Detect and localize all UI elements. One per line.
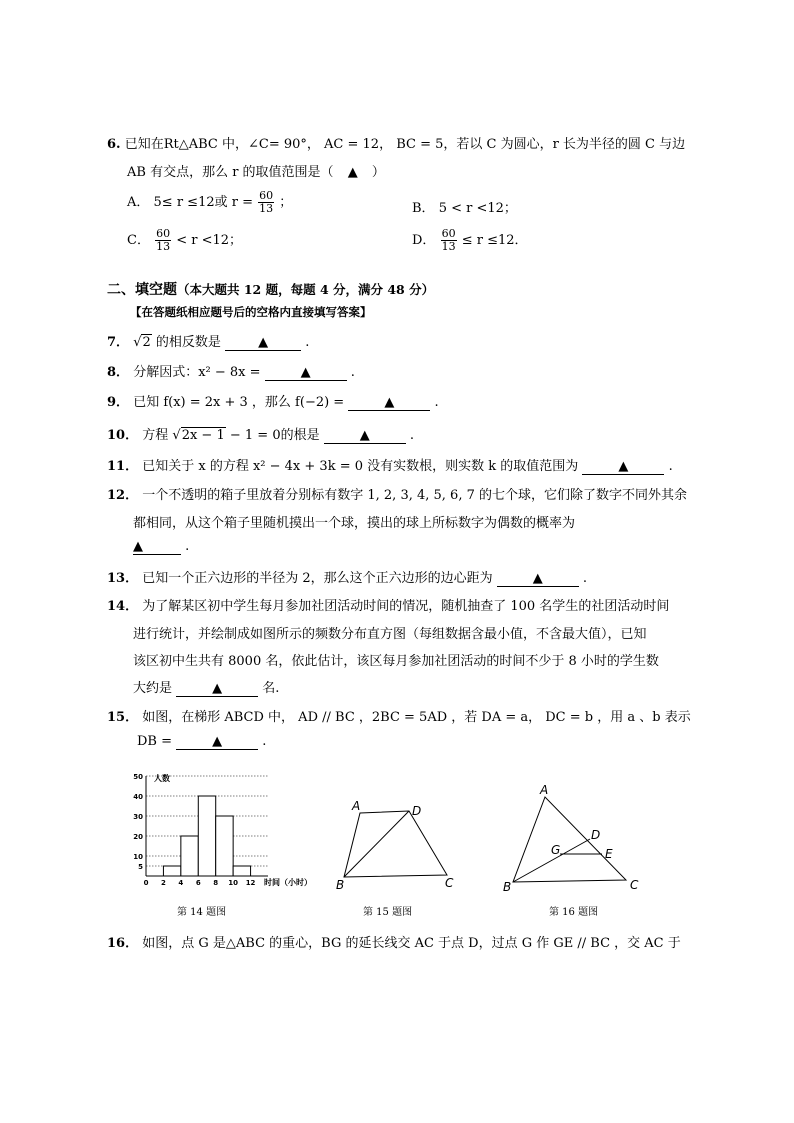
x-tick-labels — [144, 879, 256, 887]
fraction — [155, 228, 171, 253]
q12-line2: 都相同，从这个箱子里随机摸出一个球，摸出的球上所标数字为偶数的概率为 — [133, 516, 576, 531]
vertex-label-c: C — [630, 878, 639, 892]
q6-stem-line2 — [127, 161, 385, 180]
q14-line3: 该区初中生共有 8000 名，依此估计，该区每月参加社团活动的时间不少于 8 小时的学生数 — [133, 654, 659, 669]
q15-line1 — [107, 706, 691, 725]
figure-16-caption: 第 16 题图 — [549, 907, 599, 918]
question-text: 分解因式：x² − 8x = — [133, 365, 261, 380]
question-end: . — [434, 395, 439, 410]
fraction-denominator: 13 — [156, 240, 171, 253]
vertex-label-c: C — [445, 876, 454, 890]
question-number: 6. — [107, 137, 121, 152]
question-number: 16． — [107, 936, 139, 951]
q10 — [107, 424, 414, 444]
question-end: . — [305, 335, 310, 350]
y-tick-label: 50 — [133, 773, 143, 781]
q15-line2 — [137, 734, 266, 750]
question-text: 的相反数是 — [155, 335, 221, 350]
question-end: . — [262, 734, 267, 749]
y-tick-label: 10 — [133, 853, 143, 861]
answer-blank: ▲ — [225, 335, 301, 351]
point-label-g: G — [551, 843, 561, 857]
q12-line1 — [107, 484, 687, 503]
fraction — [258, 190, 274, 215]
histogram-bar — [163, 866, 180, 876]
histogram-bar — [233, 866, 250, 876]
question-text: 已知 f(x) = 2x + 3 ，那么 f(−2) = — [133, 395, 345, 410]
fraction — [441, 228, 457, 253]
question-text: 已知一个正六边形的半径为 2，那么这个正六边形的边心距为 — [142, 571, 493, 586]
question-end: . — [582, 571, 588, 586]
question-text: 方程 — [142, 428, 169, 443]
figure-14-caption: 第 14 题图 — [177, 907, 227, 918]
q6-option-a — [127, 190, 292, 215]
question-number: 12． — [107, 488, 139, 503]
q6-stem-line1 — [107, 133, 685, 152]
q7 — [107, 331, 309, 351]
q9 — [107, 391, 439, 411]
section-title — [107, 279, 434, 299]
point-label-e: E — [605, 847, 613, 861]
option-label: C． — [127, 233, 150, 248]
trapezoid-figure — [334, 795, 464, 895]
vertex-label-a: A — [540, 783, 549, 797]
q16 — [107, 932, 681, 951]
option-text: 5 < r <12； — [438, 201, 517, 216]
question-number: 13． — [107, 571, 139, 586]
question-number: 10． — [107, 428, 139, 443]
vertex-label-b: B — [503, 880, 512, 894]
q14-line1 — [107, 595, 669, 614]
fraction-denominator: 13 — [441, 240, 456, 253]
sqrt-argument: 2x − 1 — [181, 428, 225, 443]
question-end: . — [350, 365, 355, 380]
question-number: 8． — [107, 365, 130, 380]
answer-blank: ▲ — [348, 395, 430, 411]
vertex-label-b: B — [336, 878, 345, 892]
q6-option-c — [127, 228, 242, 253]
section-instruction: 【在答题纸相应题号后的空格内直接填写答案】 — [130, 305, 372, 319]
fraction-numerator: 60 — [259, 189, 274, 202]
q14-line2: 进行统计，并绘制成如图所示的频数分布直方图（每组数据含最小值，不含最大值），已知 — [133, 627, 647, 642]
answer-blank: ▲ — [265, 365, 347, 381]
question-number: 14． — [107, 599, 139, 614]
y-tick-labels — [133, 773, 143, 871]
x-tick-label: 10 — [228, 879, 239, 887]
question-text: 如图，在梯形 ABCD 中， AD // BC ，2BC = 5AD ，若 DA = a， DC = b ，用 a 、b 表示 — [142, 710, 691, 725]
question-end: . — [409, 428, 415, 443]
sqrt-argument: 2 — [142, 335, 151, 350]
vertex-label-d: D — [412, 804, 422, 818]
x-tick-label: 2 — [160, 879, 166, 887]
q13 — [107, 567, 587, 587]
option-label: D． — [412, 233, 436, 248]
sqrt-expression: √2x − 1 — [172, 428, 225, 443]
figure-15-caption: 第 15 题图 — [363, 907, 413, 918]
question-number: 9． — [107, 395, 130, 410]
x-tick-label: 8 — [213, 879, 219, 887]
option-text-end: ； — [279, 195, 293, 210]
question-end: . — [185, 539, 190, 554]
answer-blank: ▲ — [582, 459, 664, 475]
option-text: ≤ r ≤12． — [461, 233, 528, 248]
q6-stem-text2: AB 有交点，那么 r 的取值范围是（ — [127, 165, 334, 180]
y-tick-label: 20 — [133, 833, 143, 841]
vertex-label-a: A — [352, 799, 361, 813]
q6-stem-text: 已知在Rt△ABC 中，∠C= 90°， AC = 12， BC = 5，若以 C 为圆心，r 长为半径的圆 C 与边 — [124, 137, 686, 152]
option-label: B． — [412, 201, 435, 216]
fraction-numerator: 60 — [441, 227, 456, 240]
answer-mark: ▲ — [347, 165, 358, 180]
x-tick-label: 12 — [245, 879, 256, 887]
section-heading: 二、填空题 — [107, 282, 177, 298]
q6-close-paren: ） — [371, 165, 385, 180]
x-tick-label: 0 — [143, 879, 149, 887]
q6-option-b — [412, 197, 517, 216]
question-number: 11． — [107, 459, 139, 474]
q14-line4 — [133, 677, 279, 697]
answer-blank: ▲ — [497, 571, 579, 587]
question-text: 一个不透明的箱子里放着分别标有数字 1, 2, 3, 4, 5, 6, 7 的七个球，它们除了数字不同外其余 — [142, 488, 687, 503]
x-axis-label: 时间（小时） — [264, 878, 312, 887]
answer-blank: ▲ — [176, 734, 258, 750]
y-tick-label: 5 — [138, 863, 143, 871]
y-axis-label: 人数 — [154, 774, 170, 783]
fraction-numerator: 60 — [156, 227, 171, 240]
histogram-bar — [216, 816, 233, 876]
question-text: 为了解某区初中学生每月参加社团活动时间的情况，随机抽查了 100 名学生的社团活动时间 — [142, 599, 670, 614]
answer-blank: ▲ — [176, 681, 258, 697]
question-end: . — [668, 459, 673, 474]
histogram-bar — [198, 796, 215, 876]
question-end: 名. — [262, 681, 280, 696]
answer-blank: ▲ — [324, 428, 406, 444]
question-number: 15． — [107, 710, 139, 725]
trapezoid-outline — [344, 811, 447, 877]
histogram-bar — [181, 836, 198, 876]
q12-line3 — [133, 539, 189, 555]
q8 — [107, 361, 355, 381]
y-tick-label: 30 — [133, 813, 143, 821]
question-text-2: − 1 = 0的根是 — [229, 428, 320, 443]
option-text: 5≤ r ≤12或 r = — [153, 195, 253, 210]
question-text: 已知关于 x 的方程 x² − 4x + 3k = 0 没有实数根，则实数 k 的取值范围为 — [142, 459, 579, 474]
answer-blank: ▲ — [133, 539, 181, 555]
triangle-figure — [498, 780, 648, 895]
sqrt-expression: √2 — [133, 335, 151, 350]
section-note: （本大题共 12 题，每题 4 分，满分 48 分） — [177, 282, 435, 297]
option-label: A． — [127, 195, 150, 210]
q6-option-d — [412, 228, 528, 253]
question-number: 7． — [107, 335, 130, 350]
histogram-chart — [118, 770, 318, 890]
question-text: DB = — [137, 734, 173, 749]
y-tick-label: 40 — [133, 793, 143, 801]
triangle-abc — [513, 797, 626, 882]
question-text: 如图，点 G 是△ABC 的重心，BG 的延长线交 AC 于点 D，过点 G 作 GE // BC ，交 AC 于 — [142, 936, 681, 951]
question-text: 大约是 — [133, 681, 173, 696]
option-text: < r <12； — [176, 233, 243, 248]
point-label-d: D — [591, 828, 601, 842]
x-tick-label: 4 — [178, 879, 184, 887]
q11 — [107, 455, 673, 475]
diagonal-db — [344, 811, 409, 877]
x-tick-label: 6 — [195, 879, 201, 887]
fraction-denominator: 13 — [259, 202, 274, 215]
